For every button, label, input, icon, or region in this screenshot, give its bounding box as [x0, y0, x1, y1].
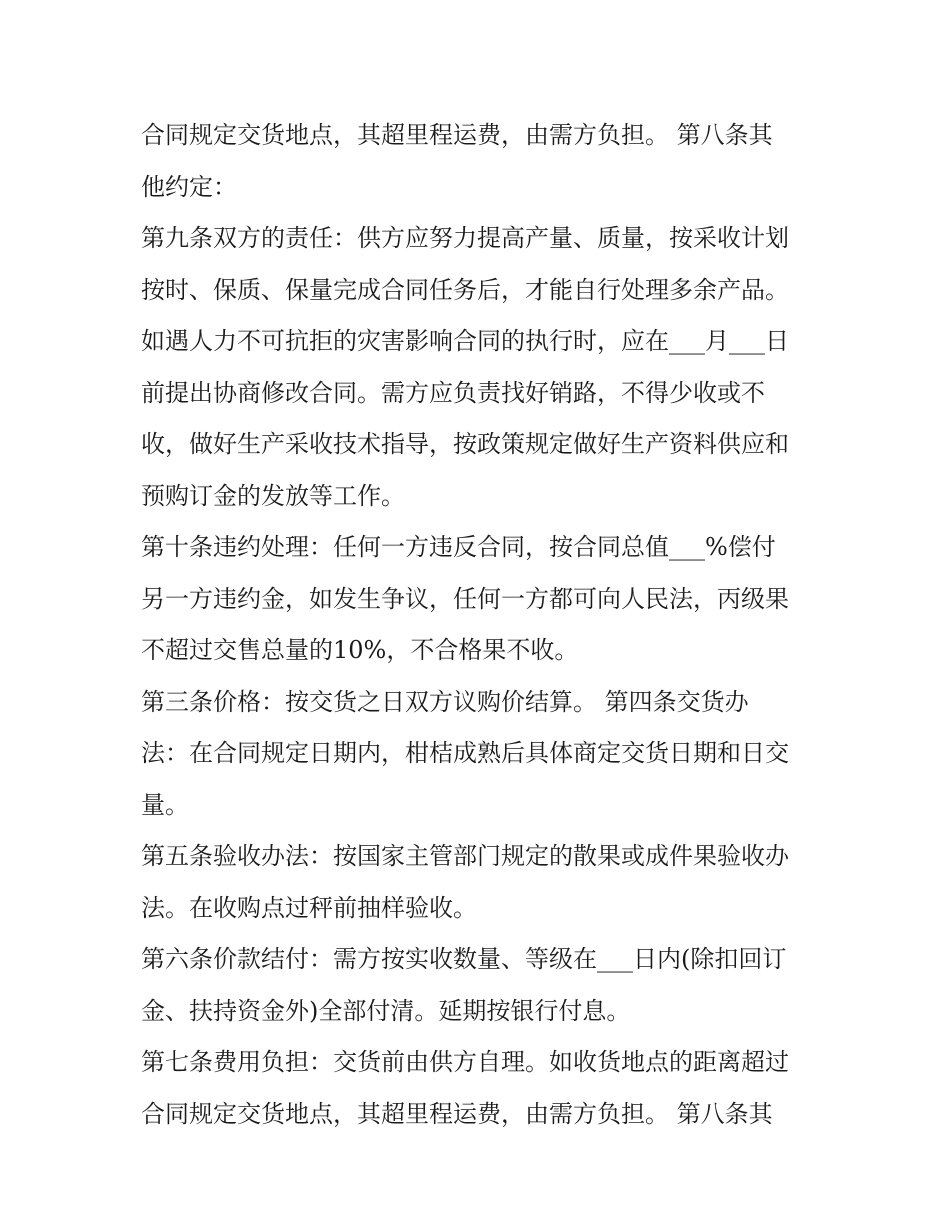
text-line-13: 法：在合同规定日期内，柑桔成熟后具体商定交货日期和日交	[141, 739, 789, 767]
text-line-18: 金、扶持资金外)全部付清。延期按银行付息。	[141, 996, 631, 1025]
text-line-5: 如遇人力不可抗拒的灾害影响合同的执行时，应在___月___日	[141, 327, 789, 355]
text-line-15: 第五条验收办法：按国家主管部门规定的散果或成件果验收办	[141, 842, 789, 870]
document-body	[141, 110, 821, 1140]
text-line-10: 另一方违约金，如发生争议，任何一方都可向人民法，丙级果	[141, 584, 789, 613]
text-line-11: 不超过交售总量的10%，不合格果不收。	[141, 636, 579, 664]
text-line-19: 第七条费用负担：交货前由供方自理。如收货地点的距离超过	[141, 1048, 789, 1076]
text-line-3: 第九条双方的责任：供方应努力提高产量、质量，按采收计划	[141, 224, 789, 252]
text-line-6: 前提出协商修改合同。需方应负责找好销路，不得少收或不	[141, 378, 765, 407]
text-line-14: 量。	[141, 790, 189, 819]
text-line-7: 收，做好生产采收技术指导，按政策规定做好生产资料供应和	[141, 430, 789, 458]
text-line-2: 他约定：	[141, 172, 237, 201]
text-line-1: 合同规定交货地点，其超里程运费，由需方负担。 第八条其	[141, 121, 773, 149]
text-line-20: 合同规定交货地点，其超里程运费，由需方负担。 第八条其	[141, 1099, 773, 1128]
text-line-8: 预购订金的发放等工作。	[141, 481, 405, 510]
text-line-12: 第三条价格：按交货之日双方议购价结算。 第四条交货办	[141, 687, 749, 716]
text-line-17: 第六条价款结付：需方按实收数量、等级在___日内(除扣回订	[141, 945, 787, 973]
text-line-9: 第十条违约处理：任何一方违反合同，按合同总值___%偿付	[141, 533, 776, 561]
text-line-16: 法。在收购点过秤前抽样验收。	[141, 893, 477, 922]
text-line-4: 按时、保质、保量完成合同任务后，才能自行处理多余产品。	[141, 275, 789, 304]
